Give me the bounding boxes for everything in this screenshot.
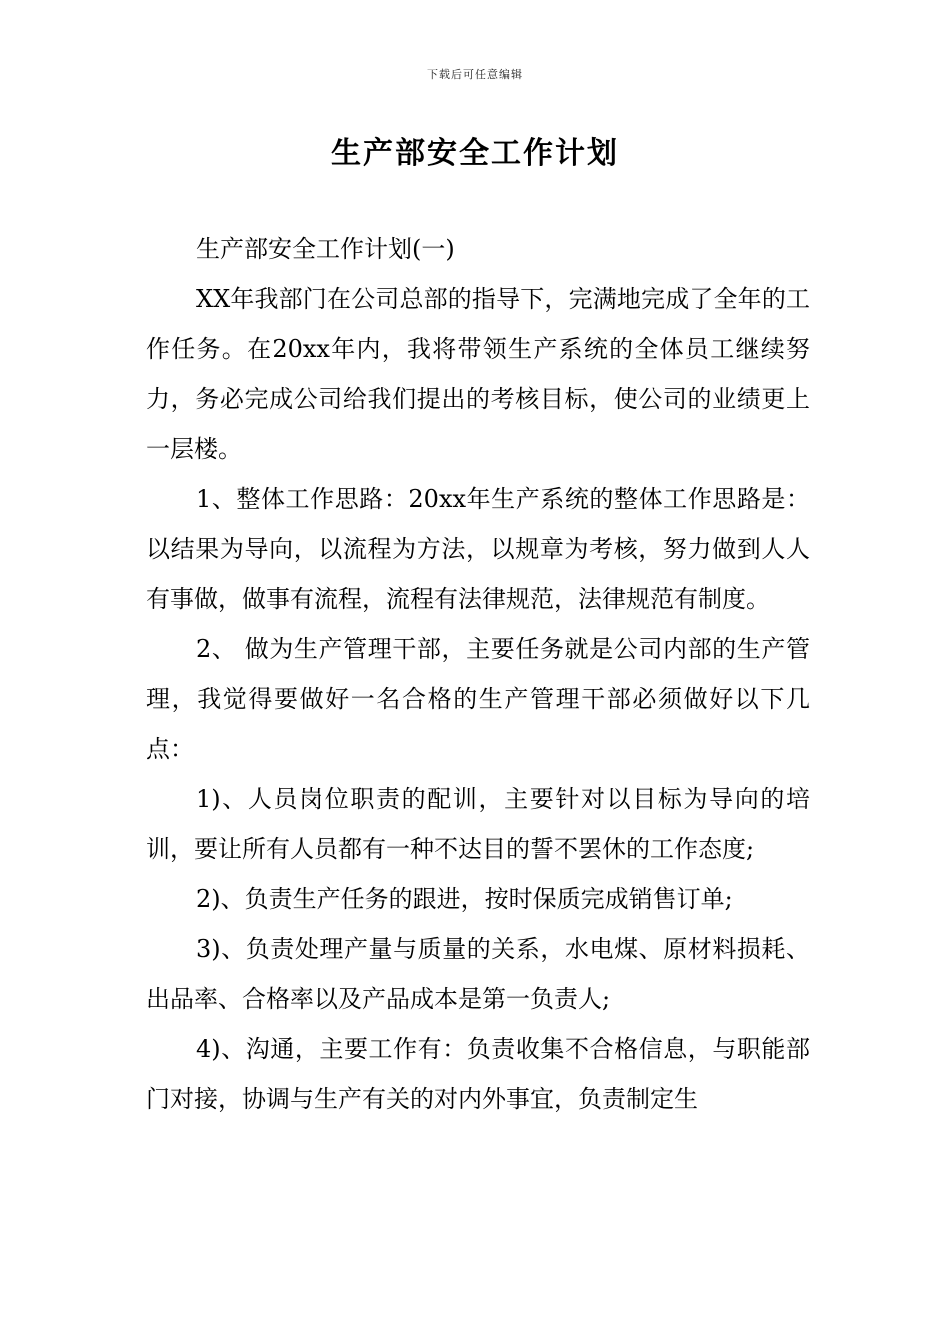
list-item-quality: 3)、负责处理产量与质量的关系，水电煤、原材料损耗、出品率、合格率以及产品成本是第一负责人;	[146, 935, 810, 1013]
header-note: 下载后可任意编辑	[427, 68, 523, 81]
paragraph-overall-approach: 1、整体工作思路：20xx年生产系统的整体工作思路是：以结果为导向，以流程为方法，以规章为考核，努力做到人人有事做，做事有流程，流程有法律规范，法律规范有制度。	[146, 485, 810, 613]
document-body	[146, 224, 810, 1124]
list-item-communication: 4)、沟通，主要工作有：负责收集不合格信息，与职能部门对接，协调与生产有关的对内外事宜，负责制定生	[146, 1035, 810, 1113]
paragraph-intro: XX年我部门在公司总部的指导下，完满地完成了全年的工作任务。在20xx年内，我将带领生产系统的全体员工继续努力，务必完成公司给我们提出的考核目标，使公司的业绩更上一层楼。	[146, 285, 810, 463]
list-item-production-tracking: 2)、负责生产任务的跟进，按时保质完成销售订单;	[196, 885, 733, 913]
section-heading: 生产部安全工作计划(一)	[196, 235, 455, 263]
document-title: 生产部安全工作计划	[331, 136, 619, 171]
paragraph-manager-duties: 2、 做为生产管理干部，主要任务就是公司内部的生产管理，我觉得要做好一名合格的生产管理干部必须做好以下几点：	[146, 635, 810, 763]
list-item-training: 1)、人员岗位职责的配训，主要针对以目标为导向的培训，要让所有人员都有一种不达目的誓不罢休的工作态度;	[146, 785, 810, 863]
